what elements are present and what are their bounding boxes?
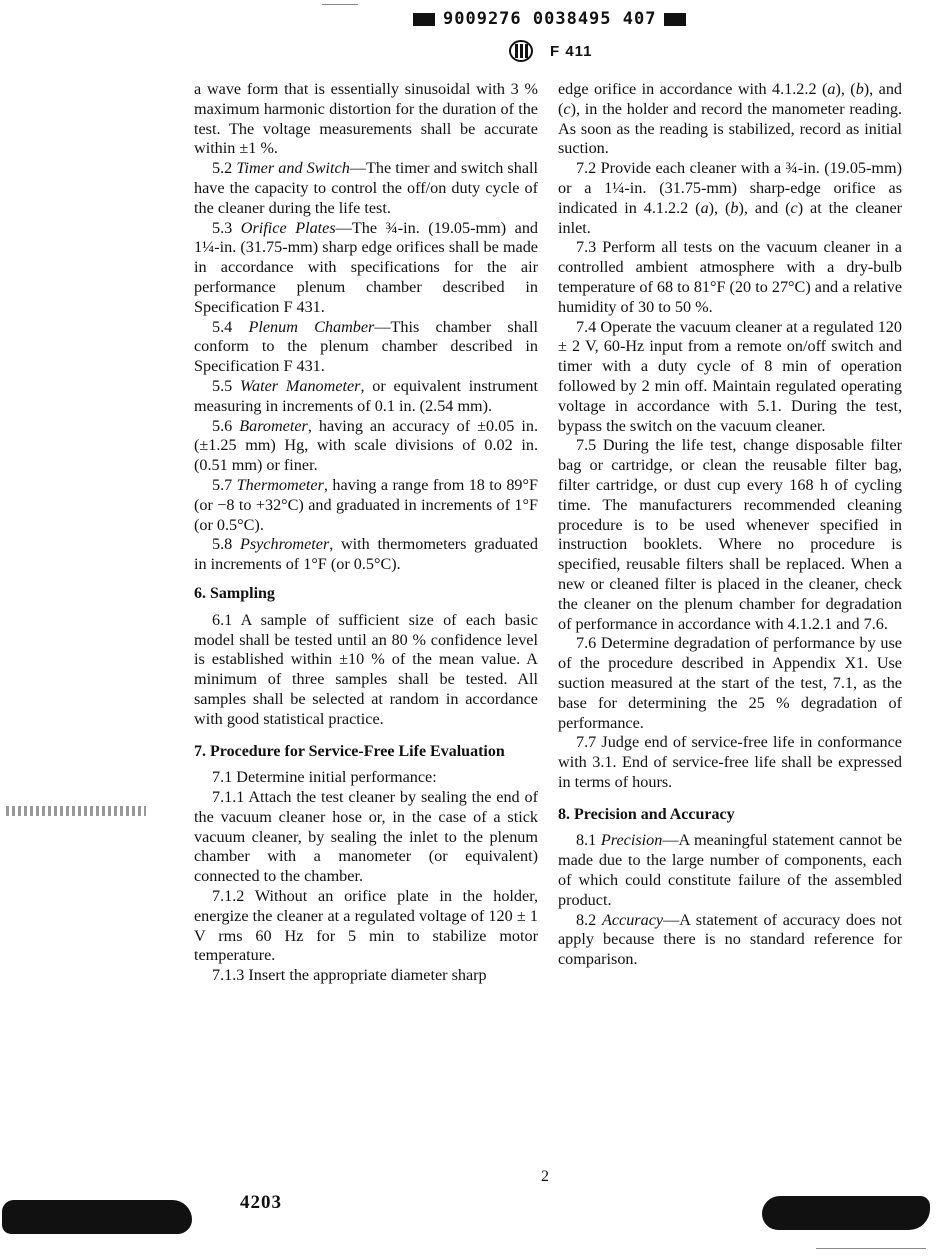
section-text: , or equivalent instrument measuring in increments of 0.1 in. (2.54 mm). [194,376,538,415]
section-text: —The timer and switch shall have the capacity to control the off/on duty cycle of the cleaner during the life test. [194,159,539,217]
section-7-1-3: 7.1.3 Insert the appropriate diameter sharp [212,966,487,985]
scan-blot-right [762,1196,930,1230]
spacer [558,793,902,796]
text-fragment: edge orifice in accordance with 4.1.2.2 ( [558,80,828,98]
text-fragment: ), ( [835,80,856,98]
heading-8-precision: 8. Precision and Accuracy [558,805,735,823]
section-5-4 [194,318,538,377]
footer-code: 4203 [240,1192,282,1213]
heading-6-sampling: 6. Sampling [194,584,275,602]
section-7-1: 7.1 Determine initial performance: [212,768,437,787]
heading-7-procedure: 7. Procedure for Service-Free Life Evaluation [194,742,505,760]
section-term: Plenum Chamber [248,317,375,336]
section-number: 5.7 [212,475,233,494]
section-7-4: 7.4 Operate the vacuum cleaner at a regulated 120 ± 2 V, 60-Hz input from a remote on/off switch and timer with a duty cycle of 8 min of operation followed by 2 min off. Maintain regulated operating voltage in accordance with 5.1. During the test, bypass the switch on the vacuum cleaner. [558,317,902,435]
item-letter: c [790,198,798,217]
section-term: Psychrometer [239,535,330,554]
scan-blot-left [2,1200,192,1234]
section-number: 8.1 [576,831,597,850]
section-number: 5.4 [212,317,233,336]
barcode-block-right [664,13,686,26]
section-7-1-3-continued [558,80,902,159]
text-fragment: ) at the cleaner inlet. [558,198,903,237]
section-term: Timer and Switch [236,159,350,178]
scan-rule-top [322,4,358,5]
section-5-8 [194,535,538,575]
section-7-3: 7.3 Perform all tests on the vacuum cleaner in a controlled ambient atmosphere with a dry-bulb temperature of 68 to 81°F (20 to 27°C) and a relative humidity of 30 to 50 %. [558,238,902,316]
barcode-block-left [413,13,435,26]
scan-rule-bottom [816,1248,926,1249]
section-term: Orifice Plates [240,218,336,237]
header-designation-row [508,40,593,62]
section-5-6 [194,417,538,476]
barcode-text: 9009276 0038495 407 [443,9,657,29]
section-text: , having a range from 18 to 89°F (or −8 to +32°C) and graduated in increments of 1°F (or 0.5°C). [194,475,538,534]
item-letter: c [563,99,571,118]
item-letter: a [700,198,709,217]
astm-logo-icon [508,40,534,62]
section-5-5 [194,377,538,417]
text-fragment: ), ( [708,198,731,217]
standard-designation: F 411 [550,42,593,60]
section-8-1 [558,831,902,910]
text-fragment: 7.2 Provide each cleaner with a ¾-in. (19.05-mm) or a 1¼-in. (31.75-mm) sharp-edge orifice as indicated in 4.1.2.2 ( [558,159,902,217]
section-7-2 [558,159,902,238]
section-5-2 [194,159,538,218]
section-5-7 [194,476,538,535]
header-barcode [405,9,694,29]
left-column [194,80,538,986]
section-7-1-2: 7.1.2 Without an orifice plate in the holder, energize the cleaner at a regulated voltage of 120 ± 1 V rms 60 Hz for 5 min to stabilize motor temperature. [194,887,538,965]
section-number: 8.2 [576,910,597,929]
section-number: 5.3 [212,218,233,237]
paragraph-5-1-continued: a wave form that is essentially sinusoidal with 3 % maximum harmonic distortion for the duration of the test. The voltage measurements shall be accurate within ±1 %. [194,80,538,158]
item-letter: b [730,198,739,217]
section-text: —A meaningful statement cannot be made due to the large number of components, each of which could constitute failure of the assembled product. [558,831,903,909]
section-text: —The ¾-in. (19.05-mm) and 1¼-in. (31.75-mm) sharp edge orifices shall be made in accordance with specifications for the air performance plenum chamber described in Specification F 431. [194,218,539,316]
section-text: , having an accuracy of ±0.05 in. (±1.25 mm) Hg, with scale divisions of 0.02 in. (0.51 mm) or finer. [194,416,538,475]
section-number: 5.5 [212,376,233,395]
right-column [558,80,902,970]
section-6-1: 6.1 A sample of sufficient size of each basic model shall be tested until an 80 % confidence level is established within ±10 % of the mean value. A minimum of three samples shall be tested. All samples shall be selected at random in accordance with good statistical practice. [194,610,538,728]
section-term: Thermometer [236,475,324,494]
section-number: 5.2 [212,159,233,178]
text-fragment: ), and ( [738,198,791,217]
section-7-6: 7.6 Determine degradation of performance by use of the procedure described in Appendix X1. Use suction measured at the start of the test, 7.1, as the base for determining the 25 % degradation of performance. [558,634,902,732]
item-letter: a [827,80,836,98]
section-7-1-1: 7.1.1 Attach the test cleaner by sealing the end of the vacuum cleaner hose or, in the case of a stick vacuum cleaner, by sealing the inlet to the plenum chamber with a manometer (or equivalent) connected to the chamber. [194,788,538,886]
section-term: Barometer [239,416,308,435]
section-text: —This chamber shall conform to the plenum chamber described in Specification F 431. [194,317,539,376]
section-term: Precision [600,831,663,850]
section-term: Accuracy [601,910,664,929]
text-fragment: ), in the holder and record the manometer reading. As soon as the reading is stabilized, record as initial suction. [558,99,902,158]
item-letter: b [855,80,864,98]
section-text: , with thermometers graduated in increments of 1°F (or 0.5°C). [194,535,538,574]
section-8-2 [558,911,902,970]
section-text: —A statement of accuracy does not apply because there is no standard reference for comparison. [558,910,903,969]
section-term: Water Manometer [240,376,361,395]
spacer [194,730,538,733]
section-number: 5.6 [212,416,233,435]
scan-margin-mark [6,806,146,816]
section-5-3 [194,219,538,318]
section-7-7: 7.7 Judge end of service-free life in conformance with 3.1. End of service-free life shall be expressed in terms of hours. [558,733,902,791]
section-number: 5.8 [212,535,233,554]
page-number: 2 [541,1168,549,1185]
text-fragment: ), and ( [558,80,903,118]
section-7-5: 7.5 During the life test, change disposable filter bag or cartridge, or clean the reusable filter bag, filter cartridge, or dust cup every 168 h of cycling time. The manufacturers recommended cleaning procedure is to be used whenever specified in instruction booklets. Where no procedure is specified, reusable filters shall be replaced. When a new or cleaned filter is placed in the cleaner, check the cleaner on the plenum chamber for degradation of performance in accordance with 4.1.2.1 and 7.6. [558,436,902,633]
